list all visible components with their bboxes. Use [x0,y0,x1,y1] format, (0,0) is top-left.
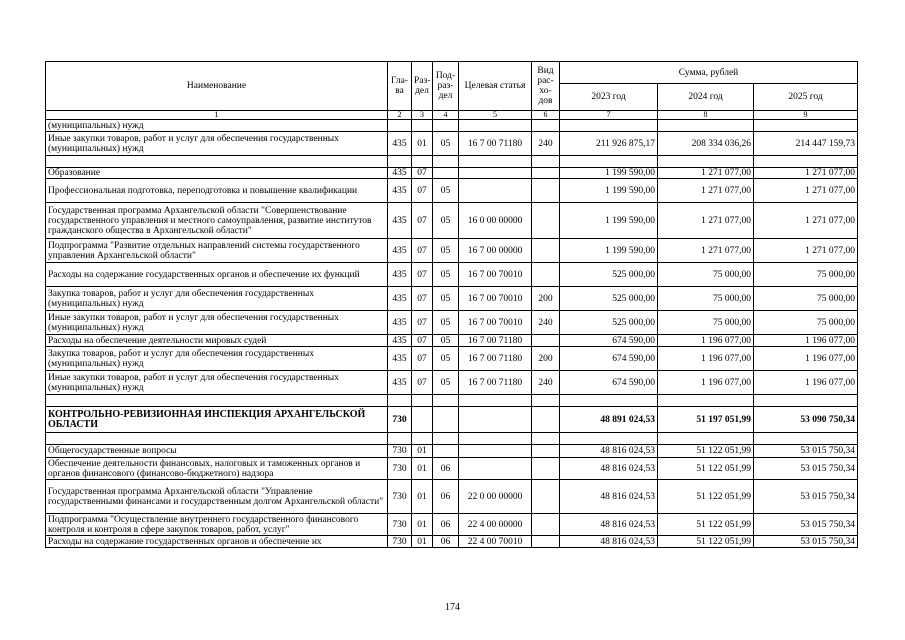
row-podrazdel: 05 [433,287,459,311]
row-sum-2024 [658,395,754,407]
row-vid-rashodov [532,179,560,203]
row-tselevaya-statya [459,168,532,179]
row-glava: 435 [388,335,412,347]
row-vid-rashodov: 240 [532,132,560,156]
row-name: Государственная программа Архангельской области "Управление государственными финансами и государственным долгом Архангельской области" [46,480,388,514]
row-razdel: 07 [412,179,433,203]
row-podrazdel: 06 [433,536,459,548]
row-podrazdel: 06 [433,514,459,536]
row-name: Профессиональная подготовка, переподготовка и повышение квалификации [46,179,388,203]
row-tselevaya-statya: 22 4 00 70010 [459,536,532,548]
row-glava: 730 [388,407,412,433]
row-glava: 435 [388,168,412,179]
row-podrazdel: 05 [433,132,459,156]
row-tselevaya-statya: 16 7 00 71180 [459,371,532,395]
row-razdel [412,395,433,407]
row-name: Закупка товаров, работ и услуг для обеспечения государственных (муниципальных) нужд [46,347,388,371]
header-year-2024: 2024 год [658,84,754,111]
row-sum-2024: 51 122 051,99 [658,445,754,458]
row-name: Подпрограмма "Осуществление внутреннего государственного финансового контроля и контроля в сфере закупок товаров, работ, услуг" [46,514,388,536]
budget-table [45,61,858,548]
row-vid-rashodov [532,536,560,548]
col-index: 8 [658,111,754,120]
row-sum-2025: 53 090 750,34 [754,407,858,433]
row-tselevaya-statya [459,445,532,458]
row-sum-2023: 48 816 024,53 [560,445,658,458]
header-vid: Вид рас-хо-дов [532,62,560,111]
row-sum-2023: 48 816 024,53 [560,480,658,514]
row-razdel: 07 [412,311,433,335]
row-glava [388,395,412,407]
row-sum-2023: 1 199 590,00 [560,168,658,179]
table-row [46,263,858,287]
row-sum-2023: 48 816 024,53 [560,458,658,480]
row-sum-2025: 53 015 750,34 [754,536,858,548]
row-vid-rashodov [532,239,560,263]
row-vid-rashodov [532,514,560,536]
row-tselevaya-statya [459,179,532,203]
table-row [46,514,858,536]
row-glava: 435 [388,311,412,335]
table-row [46,168,858,179]
table-row [46,120,858,132]
row-sum-2024: 1 271 077,00 [658,203,754,239]
row-sum-2025: 75 000,00 [754,311,858,335]
row-name: Расходы на содержание государственных органов и обеспечение их функций [46,263,388,287]
row-sum-2025: 1 271 077,00 [754,239,858,263]
table-row [46,156,858,168]
row-name: Иные закупки товаров, работ и услуг для обеспечения государственных (муниципальных) нужд [46,311,388,335]
header-podrazdel: Под-раз-дел [433,62,459,111]
row-vid-rashodov [532,203,560,239]
row-vid-rashodov [532,458,560,480]
row-sum-2024: 51 122 051,99 [658,536,754,548]
row-razdel: 07 [412,347,433,371]
row-sum-2024: 75 000,00 [658,263,754,287]
page-number: 174 [445,602,460,613]
table-row [46,480,858,514]
row-sum-2023 [560,156,658,168]
row-razdel: 01 [412,132,433,156]
row-tselevaya-statya [459,458,532,480]
row-sum-2024: 1 271 077,00 [658,168,754,179]
row-vid-rashodov [532,480,560,514]
header-summa: Сумма, рублей [560,62,858,84]
row-sum-2025: 53 015 750,34 [754,480,858,514]
row-vid-rashodov [532,263,560,287]
row-razdel: 07 [412,335,433,347]
row-tselevaya-statya: 16 7 00 71180 [459,132,532,156]
row-razdel: 07 [412,168,433,179]
row-sum-2023: 48 816 024,53 [560,514,658,536]
row-razdel [412,407,433,433]
row-name: Общегосударственные вопросы [46,445,388,458]
row-sum-2025: 1 271 077,00 [754,168,858,179]
col-index: 1 [46,111,388,120]
row-podrazdel: 05 [433,263,459,287]
header-row [46,62,858,84]
col-index: 7 [560,111,658,120]
row-sum-2024: 1 271 077,00 [658,239,754,263]
row-sum-2025: 75 000,00 [754,287,858,311]
table-row [46,132,858,156]
row-sum-2025 [754,120,858,132]
row-tselevaya-statya: 22 4 00 00000 [459,514,532,536]
row-razdel: 07 [412,203,433,239]
row-tselevaya-statya: 16 7 00 70010 [459,287,532,311]
row-podrazdel [433,433,459,445]
table-row [46,433,858,445]
row-glava: 435 [388,239,412,263]
row-podrazdel [433,156,459,168]
row-name: Подпрограмма "Развитие отдельных направлений системы государственного управления Архангельской области" [46,239,388,263]
row-tselevaya-statya: 16 7 00 71180 [459,347,532,371]
table-row [46,458,858,480]
row-tselevaya-statya: 16 7 00 70010 [459,311,532,335]
row-name [46,433,388,445]
row-sum-2025: 53 015 750,34 [754,514,858,536]
row-podrazdel: 05 [433,371,459,395]
row-tselevaya-statya [459,120,532,132]
row-sum-2023: 674 590,00 [560,371,658,395]
row-glava: 435 [388,132,412,156]
row-podrazdel: 05 [433,311,459,335]
row-sum-2025: 75 000,00 [754,263,858,287]
row-razdel: 01 [412,536,433,548]
row-podrazdel [433,445,459,458]
row-vid-rashodov [532,168,560,179]
column-index-row [46,111,858,120]
row-name: Закупка товаров, работ и услуг для обеспечения государственных (муниципальных) нужд [46,287,388,311]
row-glava: 730 [388,445,412,458]
row-vid-rashodov [532,445,560,458]
row-sum-2024: 1 196 077,00 [658,347,754,371]
row-vid-rashodov: 240 [532,311,560,335]
table-row [46,445,858,458]
row-name [46,395,388,407]
row-name: Обеспечение деятельности финансовых, налоговых и таможенных органов и органов финансового (финансово-бюджетного) надзора [46,458,388,480]
row-podrazdel: 05 [433,347,459,371]
row-sum-2023: 525 000,00 [560,263,658,287]
col-index: 2 [388,111,412,120]
table-row [46,203,858,239]
header-tselevaya: Целевая статья [459,62,532,111]
table-row [46,371,858,395]
row-razdel [412,156,433,168]
row-podrazdel: 05 [433,179,459,203]
row-sum-2025: 1 271 077,00 [754,203,858,239]
table-row [46,311,858,335]
row-sum-2023 [560,395,658,407]
table-row [46,287,858,311]
row-razdel: 07 [412,287,433,311]
row-sum-2025: 53 015 750,34 [754,445,858,458]
header-year-2025: 2025 год [754,84,858,111]
row-name [46,156,388,168]
row-razdel: 07 [412,263,433,287]
row-sum-2023: 674 590,00 [560,335,658,347]
table-row [46,179,858,203]
row-podrazdel [433,407,459,433]
row-sum-2024: 51 122 051,99 [658,480,754,514]
row-podrazdel: 06 [433,480,459,514]
row-vid-rashodov: 200 [532,347,560,371]
table-row [46,335,858,347]
row-podrazdel [433,120,459,132]
row-razdel: 07 [412,371,433,395]
row-vid-rashodov [532,120,560,132]
row-sum-2025: 1 196 077,00 [754,347,858,371]
row-tselevaya-statya: 16 7 00 70010 [459,263,532,287]
row-razdel: 01 [412,445,433,458]
row-vid-rashodov [532,335,560,347]
row-tselevaya-statya [459,433,532,445]
row-vid-rashodov [532,156,560,168]
col-index: 6 [532,111,560,120]
row-sum-2023: 674 590,00 [560,347,658,371]
row-podrazdel: 06 [433,458,459,480]
row-sum-2023: 48 891 024,53 [560,407,658,433]
row-tselevaya-statya [459,407,532,433]
row-sum-2023: 211 926 875,17 [560,132,658,156]
row-glava: 730 [388,458,412,480]
row-sum-2024: 1 196 077,00 [658,335,754,347]
row-sum-2025: 1 196 077,00 [754,335,858,347]
row-podrazdel [433,168,459,179]
row-sum-2024: 51 122 051,99 [658,458,754,480]
table-body [46,62,858,548]
col-index: 9 [754,111,858,120]
row-name: Расходы на содержание государственных органов и обеспечение их [46,536,388,548]
row-sum-2024 [658,156,754,168]
row-tselevaya-statya: 16 7 00 71180 [459,335,532,347]
row-razdel: 01 [412,458,433,480]
row-sum-2023: 48 816 024,53 [560,536,658,548]
row-sum-2024: 208 334 036,26 [658,132,754,156]
row-razdel: 07 [412,239,433,263]
row-sum-2024: 75 000,00 [658,311,754,335]
row-razdel: 01 [412,480,433,514]
row-razdel [412,433,433,445]
row-podrazdel: 05 [433,203,459,239]
row-sum-2025: 1 271 077,00 [754,179,858,203]
table-row [46,536,858,548]
row-sum-2024 [658,120,754,132]
header-razdel: Раз-дел [412,62,433,111]
row-glava: 435 [388,179,412,203]
row-name: Государственная программа Архангельской области "Совершенствование государственного управления и местного самоуправления, развитие институтов гражданского общества в Архангельской области" [46,203,388,239]
row-tselevaya-statya [459,395,532,407]
table-row [46,407,858,433]
row-tselevaya-statya: 16 0 00 00000 [459,203,532,239]
row-name: Расходы на обеспечение деятельности мировых судей [46,335,388,347]
header-glava: Гла-ва [388,62,412,111]
row-tselevaya-statya [459,156,532,168]
row-vid-rashodov: 200 [532,287,560,311]
row-sum-2023: 525 000,00 [560,287,658,311]
row-glava: 435 [388,371,412,395]
row-sum-2024: 1 196 077,00 [658,371,754,395]
row-sum-2025: 214 447 159,73 [754,132,858,156]
row-sum-2024 [658,433,754,445]
row-razdel [412,120,433,132]
col-index: 3 [412,111,433,120]
row-sum-2023: 1 199 590,00 [560,179,658,203]
row-sum-2025 [754,156,858,168]
row-sum-2023: 1 199 590,00 [560,203,658,239]
row-vid-rashodov: 240 [532,371,560,395]
row-sum-2024: 75 000,00 [658,287,754,311]
row-razdel: 01 [412,514,433,536]
row-sum-2025: 53 015 750,34 [754,458,858,480]
row-glava: 435 [388,263,412,287]
row-podrazdel [433,395,459,407]
row-glava: 730 [388,536,412,548]
row-sum-2024: 51 197 051,99 [658,407,754,433]
row-glava [388,156,412,168]
row-glava [388,120,412,132]
row-podrazdel: 05 [433,239,459,263]
row-glava: 435 [388,347,412,371]
row-tselevaya-statya: 22 0 00 00000 [459,480,532,514]
row-sum-2024: 51 122 051,99 [658,514,754,536]
row-sum-2023 [560,433,658,445]
row-tselevaya-statya: 16 7 00 00000 [459,239,532,263]
row-name: Иные закупки товаров, работ и услуг для обеспечения государственных (муниципальных) нужд [46,371,388,395]
header-name: Наименование [46,62,388,111]
row-sum-2023 [560,120,658,132]
table-row [46,347,858,371]
row-podrazdel: 05 [433,335,459,347]
row-vid-rashodov [532,433,560,445]
row-glava: 730 [388,514,412,536]
row-glava: 435 [388,203,412,239]
row-glava [388,433,412,445]
table-row [46,239,858,263]
row-vid-rashodov [532,395,560,407]
row-name: КОНТРОЛЬНО-РЕВИЗИОННАЯ ИНСПЕКЦИЯ АРХАНГЕЛЬСКОЙ ОБЛАСТИ [46,407,388,433]
row-name: Иные закупки товаров, работ и услуг для обеспечения государственных (муниципальных) нужд [46,132,388,156]
row-sum-2023: 525 000,00 [560,311,658,335]
row-vid-rashodov [532,407,560,433]
header-year-2023: 2023 год [560,84,658,111]
row-sum-2025 [754,395,858,407]
row-sum-2023: 1 199 590,00 [560,239,658,263]
row-sum-2025 [754,433,858,445]
row-name: Образование [46,168,388,179]
col-index: 5 [459,111,532,120]
row-name: (муниципальных) нужд [46,120,388,132]
row-sum-2024: 1 271 077,00 [658,179,754,203]
table-row [46,395,858,407]
row-glava: 435 [388,287,412,311]
row-sum-2025: 1 196 077,00 [754,371,858,395]
row-glava: 730 [388,480,412,514]
col-index: 4 [433,111,459,120]
